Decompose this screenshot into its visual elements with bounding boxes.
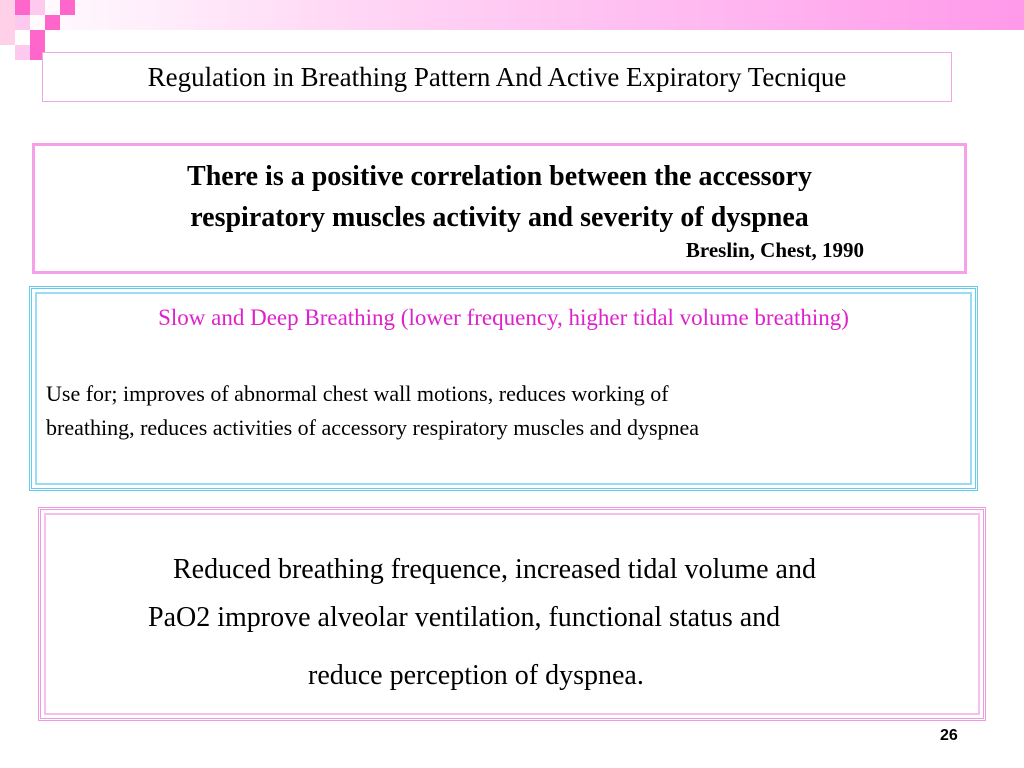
page-number: 26 (940, 727, 958, 744)
correlation-box (32, 143, 967, 274)
decor-square (60, 0, 75, 15)
slow-deep-breathing-body (46, 377, 926, 445)
decor-square (30, 0, 45, 15)
summary-line-2: PaO2 improve alveolar ventilation, functional status and (148, 602, 781, 633)
slide-title: Regulation in Breathing Pattern And Active Expiratory Tecnique (147, 61, 847, 92)
summary-box (38, 507, 986, 721)
slide-title-box (42, 52, 952, 102)
decor-square (45, 15, 60, 30)
decor-square (15, 45, 30, 60)
correlation-line-1: There is a positive correlation between the accessory (187, 161, 812, 192)
correlation-statement (35, 156, 964, 238)
decor-square (0, 0, 15, 15)
decor-square (15, 0, 30, 15)
decor-square (30, 30, 45, 45)
decor-square (15, 15, 30, 30)
citation: Breslin, Chest, 1990 (685, 238, 864, 262)
summary-line-1: Reduced breathing frequence, increased tidal volume and (173, 554, 816, 585)
body-line-2: breathing, reduces activities of accessory respiratory muscles and dyspnea (46, 415, 700, 440)
slow-deep-breathing-box (29, 286, 978, 491)
summary-line-3: reduce perception of dyspnea. (308, 660, 644, 691)
slow-deep-breathing-heading: Slow and Deep Breathing (lower frequency, higher tidal volume breathing) (158, 305, 849, 330)
body-line-1: Use for; improves of abnormal chest wall motions, reduces working of (46, 381, 669, 406)
top-decorative-bar (0, 0, 1024, 30)
correlation-line-2: respiratory muscles activity and severity of dyspnea (190, 202, 809, 233)
decor-square (0, 15, 15, 30)
decor-square (0, 30, 15, 45)
